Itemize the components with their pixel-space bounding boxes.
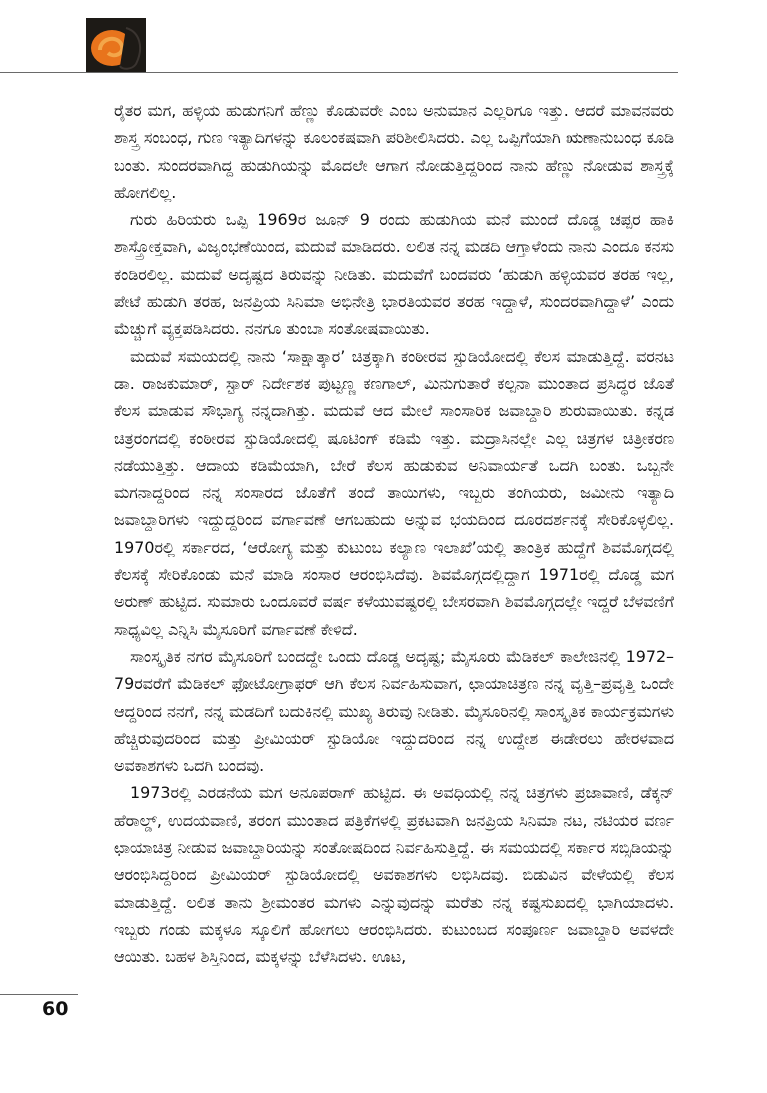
header-rule: [0, 72, 678, 73]
page-number: 60: [42, 998, 69, 1020]
publisher-logo: [86, 18, 146, 72]
paragraph-1: ರೈತರ ಮಗ, ಹಳ್ಳಿಯ ಹುಡುಗನಿಗೆ ಹೆಣ್ಣು ಕೊಡುವರೇ ಎಂಬ ಅನುಮಾನ ಎಲ್ಲರಿಗೂ ಇತ್ತು. ಆದರೆ ಮಾವನವರು ಶಾಸ್ತ್ರ ಸಂಬಂಧ, ಗುಣ ಇತ್ಯಾದಿಗಳನ್ನು ಕೂಲಂಕಷವಾಗಿ ಪರಿಶೀಲಿಸಿದರು. ಎಲ್ಲ ಒಪ್ಪಿಗೆಯಾಗಿ ಋಣಾನುಬಂಧ ಕೂಡಿ ಬಂತು. ಸುಂದರವಾಗಿದ್ದ ಹುಡುಗಿಯನ್ನು ಮೊದಲೇ ಆಗಾಗ ನೋಡುತ್ತಿದ್ದರಿಂದ ನಾನು ಹೆಣ್ಣು ನೋಡುವ ಶಾಸ್ತ್ರಕ್ಕೆ ಹೋಗಲಿಲ್ಲ.: [114, 101, 674, 202]
paragraph-5: 1973ರಲ್ಲಿ ಎರಡನೆಯ ಮಗ ಅನೂಪರಾಗ್ ಹುಟ್ಟಿದ. ಈ ಅವಧಿಯಲ್ಲಿ ನನ್ನ ಚಿತ್ರಗಳು ಪ್ರಜಾವಾಣಿ, ಡೆಕ್ಕನ್ ಹೆರಾಲ್ಡ್, ಉದಯವಾಣಿ, ತರಂಗ ಮುಂತಾದ ಪತ್ರಿಕೆಗಳಲ್ಲಿ ಪ್ರಕಟವಾಗಿ ಜನಪ್ರಿಯ ಸಿನಿಮಾ ನಟ, ನಟಿಯರ ವರ್ಣ ಛಾಯಾಚಿತ್ರ ನೀಡುವ ಜವಾಬ್ದಾರಿಯನ್ನು ಸಂತೋಷದಿಂದ ನಿರ್ವಹಿಸುತ್ತಿದ್ದೆ. ಈ ಸಮಯದಲ್ಲಿ ಸರ್ಕಾರ ಸಬ್ಸಿಡಿಯನ್ನು ಆರಂಭಿಸಿದ್ದರಿಂದ ಪ್ರೀಮಿಯರ್ ಸ್ಟುಡಿಯೋದಲ್ಲಿ ಅವಕಾಶಗಳು ಲಭಿಸಿದವು. ಬಿಡುವಿನ ವೇಳೆಯಲ್ಲಿ ಕೆಲಸ ಮಾಡುತ್ತಿದ್ದೆ. ಲಲಿತ ತಾನು ಶ್ರೀಮಂತರ ಮಗಳು ಎನ್ನುವುದನ್ನು ಮರೆತು ನನ್ನ ಕಷ್ಟಸುಖದಲ್ಲಿ ಭಾಗಿಯಾದಳು. ಇಬ್ಬರು ಗಂಡು ಮಕ್ಕಳೂ ಸ್ಕೂಲಿಗೆ ಹೋಗಲು ಆರಂಭಿಸಿದರು. ಕುಟುಂಬದ ಸಂಪೂರ್ಣ ಜವಾಬ್ದಾರಿ ಅವಳದೇ ಆಯಿತು. ಬಹಳ ಶಿಸ್ತಿನಿಂದ, ಮಕ್ಕಳನ್ನು ಬೆಳೆಸಿದಳು. ಊಟ,: [114, 783, 674, 967]
paragraph-3: ಮದುವೆ ಸಮಯದಲ್ಲಿ ನಾನು ‘ಸಾಕ್ಷಾತ್ಕಾರ’ ಚಿತ್ರಕ್ಕಾಗಿ ಕಂಠೀರವ ಸ್ಟುಡಿಯೋದಲ್ಲಿ ಕೆಲಸ ಮಾಡುತ್ತಿದ್ದೆ. ವರನಟ ಡಾ. ರಾಜಕುಮಾರ್, ಸ್ಟಾರ್ ನಿರ್ದೇಶಕ ಪುಟ್ಟಣ್ಣ ಕಣಗಾಲ್, ಮಿನುಗುತಾರೆ ಕಲ್ಪನಾ ಮುಂತಾದ ಪ್ರಸಿದ್ಧರ ಜೊತೆ ಕೆಲಸ ಮಾಡುವ ಸೌಭಾಗ್ಯ ನನ್ನದಾಗಿತ್ತು. ಮದುವೆ ಆದ ಮೇಲೆ ಸಾಂಸಾರಿಕ ಜವಾಬ್ದಾರಿ ಶುರುವಾಯಿತು. ಕನ್ನಡ ಚಿತ್ರರಂಗದಲ್ಲಿ ಕಂಠೀರವ ಸ್ಟುಡಿಯೋದಲ್ಲಿ ಷೂಟಿಂಗ್ ಕಡಿಮೆ ಇತ್ತು. ಮದ್ರಾಸಿನಲ್ಲೇ ಎಲ್ಲ ಚಿತ್ರಗಳ ಚಿತ್ರೀಕರಣ ನಡೆಯುತ್ತಿತ್ತು. ಆದಾಯ ಕಡಿಮೆಯಾಗಿ, ಬೇರೆ ಕೆಲಸ ಹುಡುಕುವ ಅನಿವಾರ್ಯತೆ ಒದಗಿ ಬಂತು. ಒಬ್ಬನೇ ಮಗನಾದ್ದರಿಂದ ನನ್ನ ಸಂಸಾರದ ಜೊತೆಗೆ ತಂದೆ ತಾಯಿಗಳು, ಇಬ್ಬರು ತಂಗಿಯರು, ಜಮೀನು ಇತ್ಯಾದಿ ಜವಾಬ್ದಾರಿಗಳು ಇದ್ದುದ್ದರಿಂದ ವರ್ಗಾವಣೆ ಆಗಬಹುದು ಅನ್ನುವ ಭಯದಿಂದ ದೂರದರ್ಶನಕ್ಕೆ ಸೇರಿಕೊಳ್ಳಲಿಲ್ಲ. 1970ರಲ್ಲಿ ಸರ್ಕಾರದ, ‘ಆರೋಗ್ಯ ಮತ್ತು ಕುಟುಂಬ ಕಲ್ಯಾಣ ಇಲಾಖೆ’ಯಲ್ಲಿ ತಾಂತ್ರಿಕ ಹುದ್ದೆಗೆ ಶಿವಮೊಗ್ಗದಲ್ಲಿ ಕೆಲಸಕ್ಕೆ ಸೇರಿಕೊಂಡು ಮನೆ ಮಾಡಿ ಸಂಸಾರ ಆರಂಭಿಸಿದೆವು. ಶಿವಮೊಗ್ಗದಲ್ಲಿದ್ದಾಗ 1971ರಲ್ಲಿ ದೊಡ್ಡ ಮಗ ಅರುಣ್ ಹುಟ್ಟಿದ. ಸುಮಾರು ಒಂದೂವರೆ ವರ್ಷ ಕಳೆಯುವಷ್ಟರಲ್ಲಿ ಬೇಸರವಾಗಿ ಶಿವಮೊಗ್ಗದಲ್ಲೇ ಇದ್ದರೆ ಬೆಳವಣಿಗೆ ಸಾಧ್ಯವಿಲ್ಲ ಎನ್ನಿಸಿ ಮೈಸೂರಿಗೆ ವರ್ಗಾವಣೆ ಕೇಳಿದೆ.: [114, 346, 674, 639]
body-text: [114, 97, 674, 971]
paragraph-4: ಸಾಂಸ್ಕೃತಿಕ ನಗರ ಮೈಸೂರಿಗೆ ಬಂದದ್ದೇ ಒಂದು ದೊಡ್ಡ ಅದೃಷ್ಟ; ಮೈಸೂರು ಮೆಡಿಕಲ್ ಕಾಲೇಜಿನಲ್ಲಿ 1972–79ರವರೆಗೆ ಮೆಡಿಕಲ್ ಫೋಟೋಗ್ರಾಫರ್ ಆಗಿ ಕೆಲಸ ನಿರ್ವಹಿಸುವಾಗ, ಛಾಯಾಚಿತ್ರಣ ನನ್ನ ವೃತ್ತಿ–ಪ್ರವೃತ್ತಿ ಒಂದೇ ಆದ್ದರಿಂದ ನನಗೆ, ನನ್ನ ಮಡದಿಗೆ ಬದುಕಿನಲ್ಲಿ ಮುಖ್ಯ ತಿರುವು ನೀಡಿತು. ಮೈಸೂರಿನಲ್ಲಿ ಸಾಂಸ್ಕೃತಿಕ ಕಾರ್ಯಕ್ರಮಗಳು ಹೆಚ್ಚಿರುವುದರಿಂದ ಮತ್ತು ಪ್ರೀಮಿಯರ್ ಸ್ಟುಡಿಯೋ ಇದ್ದುದರಿಂದ ನನ್ನ ಉದ್ದೇಶ ಈಡೇರಲು ಹೇರಳವಾದ ಅವಕಾಶಗಳು ಒದಗಿ ಬಂದವು.: [114, 646, 674, 776]
footer-rule: [0, 994, 78, 995]
paragraph-2: ಗುರು ಹಿರಿಯರು ಒಪ್ಪಿ 1969ರ ಜೂನ್ 9 ರಂದು ಹುಡುಗಿಯ ಮನೆ ಮುಂದೆ ದೊಡ್ಡ ಚಪ್ಪರ ಹಾಕಿ ಶಾಸ್ತ್ರೋಕ್ತವಾಗಿ, ವಿಜೃಂಭಣೆಯಿಂದ, ಮದುವೆ ಮಾಡಿದರು. ಲಲಿತ ನನ್ನ ಮಡದಿ ಆಗ್ತಾಳೆಂದು ನಾನು ಎಂದೂ ಕನಸು ಕಂಡಿರಲಿಲ್ಲ. ಮದುವೆ ಅದೃಷ್ಟದ ತಿರುವನ್ನು ನೀಡಿತು. ಮದುವೆಗೆ ಬಂದವರು ‘ಹುಡುಗಿ ಹಳ್ಳಿಯವರ ತರಹ ಇಲ್ಲ, ಪೇಟೆ ಹುಡುಗಿ ತರಹ, ಜನಪ್ರಿಯ ಸಿನಿಮಾ ಅಭಿನೇತ್ರಿ ಭಾರತಿಯವರ ತರಹ ಇದ್ದಾಳೆ, ಸುಂದರವಾಗಿದ್ದಾಳೆ’ ಎಂದು ಮೆಚ್ಚುಗೆ ವ್ಯಕ್ತಪಡಿಸಿದರು. ನನಗೂ ತುಂಬಾ ಸಂತೋಷವಾಯಿತು.: [114, 210, 674, 339]
